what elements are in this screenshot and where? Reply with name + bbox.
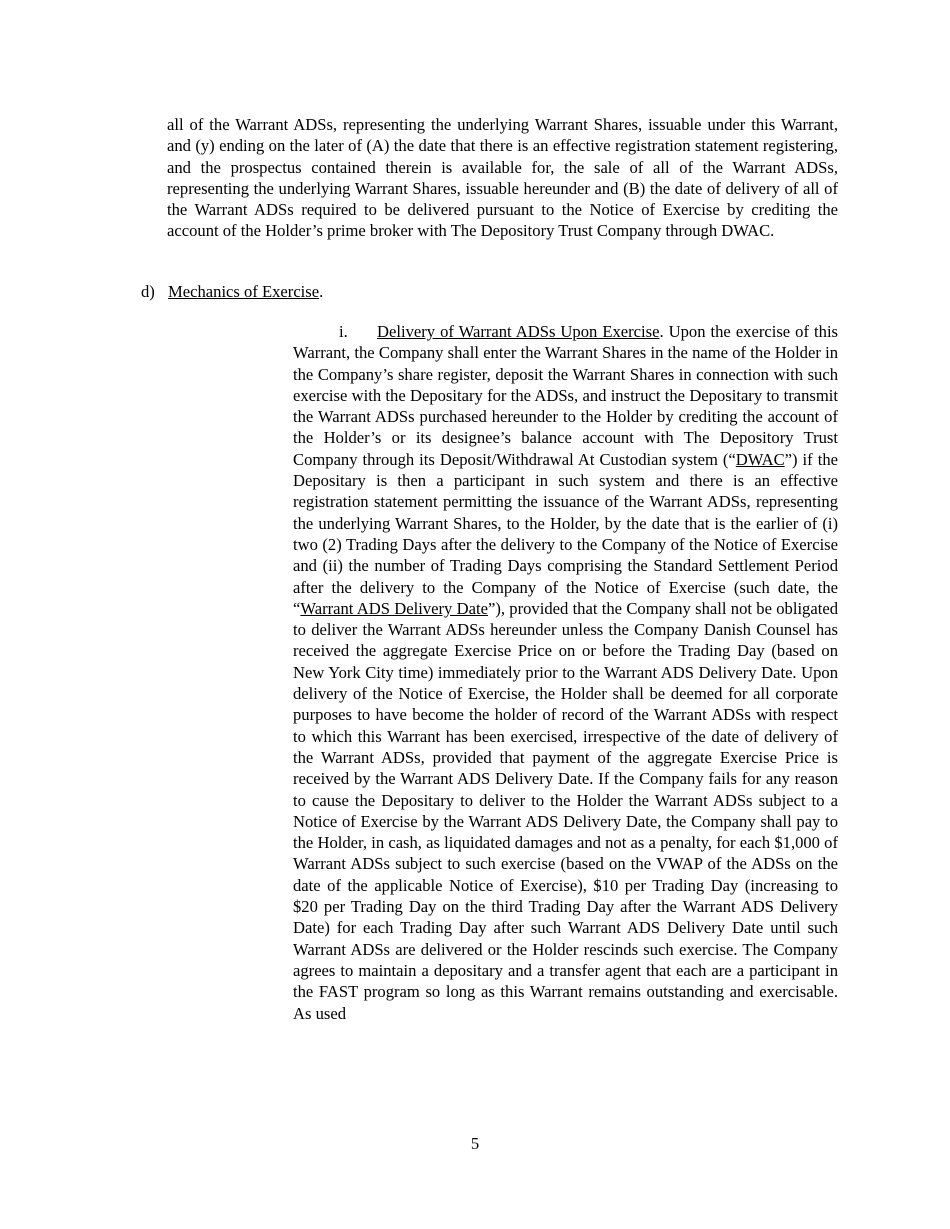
page-number: 5 xyxy=(470,1134,480,1153)
section-d-marker: d) xyxy=(141,282,155,301)
subsection-i-text-3: ”), provided that the Company shall not be obligated to deliver the Warrant ADSs hereunder unless the Company Danish Counsel has received the aggregate Exercise Price on or before the Trading Day (based on New York City time) immediately prior to the Warrant ADS Delivery Date. Upon delivery of the Notice of Exercise, the Holder shall be deemed for all corporate purposes to have become the holder of record of the Warrant ADSs with respect to which this Warrant has been exercised, irrespective of the date of delivery of the Warrant ADSs, provided that payment of the aggregate Exercise Price is received by the Warrant ADS Delivery Date. If the Company fails for any reason to cause the Depositary to deliver to the Holder the Warrant ADSs subject to a Notice of Exercise by the Warrant ADS Delivery Date, the Company shall pay to the Holder, in cash, as liquidated damages and not as a penalty, for each $1,000 of Warrant ADSs subject to such exercise (based on the VWAP of the ADSs on the date of the applicable Notice of Exercise), $10 per Trading Day (increasing to $20 per Trading Day on the third Trading Day after the Warrant ADS Delivery Date) for each Trading Day after such Warrant ADS Delivery Date until such Warrant ADSs are delivered or the Holder rescinds such exercise. The Company agrees to maintain a depositary and a transfer agent that each are a participant in the FAST program so long as this Warrant remains outstanding and exercisable. As used xyxy=(293,598,838,1023)
defined-term-warrant-ads-delivery-date: Warrant ADS Delivery Date xyxy=(300,598,488,618)
intro-paragraph: all of the Warrant ADSs, representing the underlying Warrant Shares, issuable under this Warrant, and (y) ending on the later of (A) the date that there is an effective registration statement registering, and the prospectus contained therein is available for, the sale of all of the Warrant ADSs, representing the underlying Warrant Shares, issuable hereunder and (B) the date of delivery of all of the Warrant ADSs required to be delivered pursuant to the Notice of Exercise by crediting the account of the Holder’s prime broker with The Depository Trust Company through DWAC. xyxy=(167,115,838,241)
defined-term-dwac: DWAC xyxy=(735,449,785,469)
subsection-i-number: i. xyxy=(339,322,348,341)
subsection-i-paragraph xyxy=(293,321,838,1024)
section-d-title: Mechanics of Exercise xyxy=(168,282,320,301)
section-d-title-suffix: . xyxy=(319,282,324,301)
subsection-i-heading: Delivery of Warrant ADSs Upon Exercise xyxy=(377,322,660,341)
subsection-i-text-1: . Upon the exercise of this Warrant, the Company shall enter the Warrant Shares in the name of the Holder in the Company’s share register, deposit the Warrant Shares in connection with such exercise with the Depositary for the ADSs, and instruct the Depositary to transmit the Warrant ADSs purchased hereunder to the Holder by crediting the account of the Holder’s or its designee’s balance account with The Depository Trust Company through its Deposit/Withdrawal At Custodian system (“ xyxy=(293,322,839,469)
subsection-i-text-2: ”) if the Depositary is then a participant in such system and there is an effective registration statement permitting the issuance of the Warrant ADSs, representing the underlying Warrant Shares, to the Holder, by the date that is the earlier of (i) two (2) Trading Days after the delivery to the Company of the Notice of Exercise and (ii) the number of Trading Days comprising the Standard Settlement Period after the delivery to the Company of the Notice of Exercise (such date, the “ xyxy=(293,449,838,618)
section-d-heading xyxy=(141,281,323,302)
